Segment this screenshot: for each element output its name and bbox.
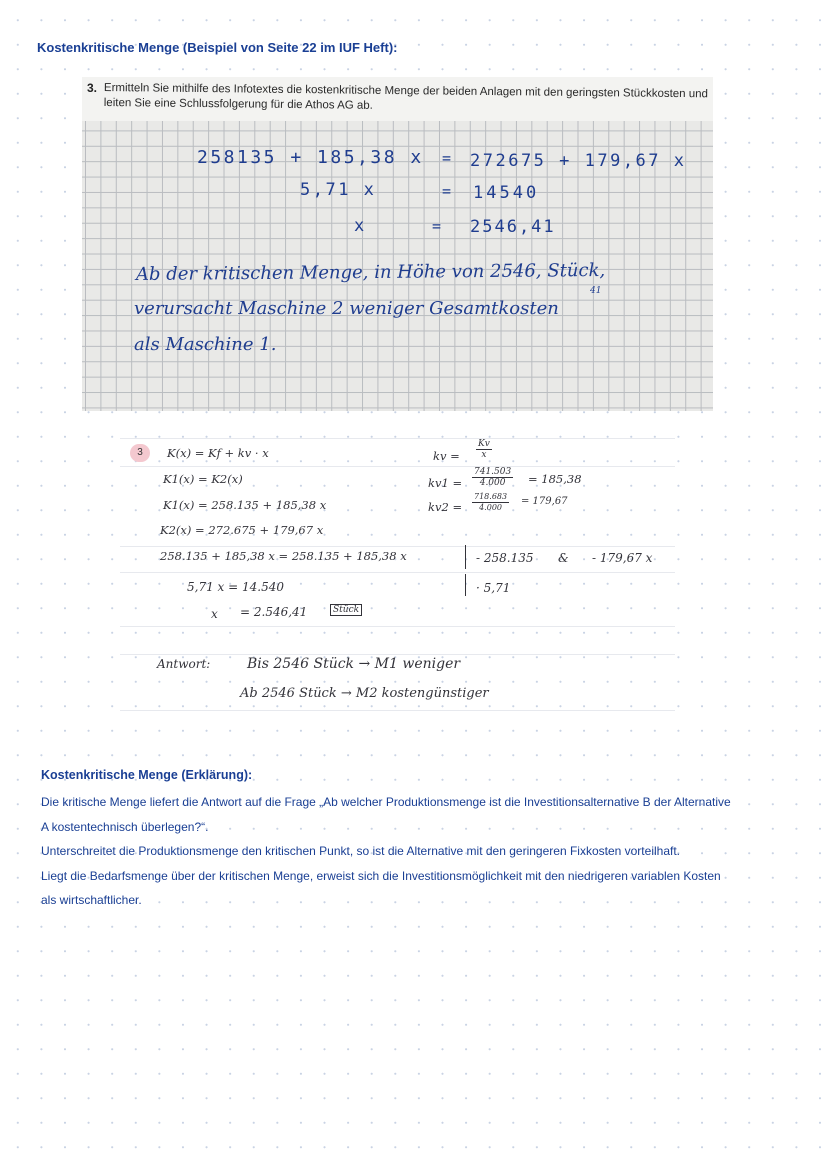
kv2-result: = 179,67 bbox=[521, 496, 568, 507]
eq-row-3-left: x bbox=[354, 216, 365, 236]
kv-fraction bbox=[476, 439, 492, 460]
eq-row-1-right: 272675 + 179,67 x bbox=[470, 151, 687, 171]
step-3-value: = 2.546,41 bbox=[240, 605, 308, 619]
cost-function-1: K1(x) = 258.135 + 185,38 x bbox=[163, 498, 327, 512]
notes-rule bbox=[120, 466, 675, 467]
kv-denominator: x bbox=[481, 450, 487, 460]
kv1-result: = 185,38 bbox=[528, 472, 582, 486]
explanation-paragraph-1a: Die kritische Menge liefert die Antwort auf die Frage „Ab welcher Produktionsmenge ist die Investitionsalternative B der Alternative bbox=[41, 795, 731, 809]
answer-line-1: Bis 2546 Stück → M1 weniger bbox=[247, 656, 461, 672]
explanation-paragraph-3a: Liegt die Bedarfsmenge über der kritischen Menge, erweist sich die Investitionsmöglichkeit mit den niedrigeren variablen Kosten bbox=[41, 868, 721, 883]
answer-label: Antwort: bbox=[157, 657, 211, 671]
kv1-numerator: 741.503 bbox=[474, 467, 512, 477]
eq-row-2-sign: = bbox=[442, 182, 452, 200]
kv2-label: kv2 = bbox=[428, 500, 463, 514]
operation-divide: · 5,71 bbox=[476, 581, 511, 595]
exercise-photo bbox=[82, 77, 713, 411]
step-3-unit: Stück bbox=[330, 604, 362, 616]
operation-subtract-fixed: - 258.135 bbox=[476, 551, 534, 565]
explanation-paragraph-1b: A kostentechnisch überlegen?“. bbox=[41, 819, 209, 834]
explanation-body bbox=[41, 790, 801, 913]
operation-bar bbox=[465, 574, 466, 596]
step-2: 5,71 x = 14.540 bbox=[187, 580, 284, 594]
explanation-paragraph-3b: als wirtschaftlicher. bbox=[41, 893, 142, 907]
kv1-fraction bbox=[472, 467, 513, 488]
step-3-x: x bbox=[211, 607, 218, 621]
conclusion-line-2: verursacht Maschine 2 weniger Gesamtkosten bbox=[134, 298, 559, 319]
kv-numerator: Kv bbox=[478, 439, 490, 449]
notes-rule bbox=[120, 710, 675, 711]
explanation-paragraph-2: Unterschreitet die Produktionsmenge den kritischen Punkt, so ist die Alternative mit den geringeren Fixkosten vorteilhaft. bbox=[41, 844, 680, 858]
task-text: Ermitteln Sie mithilfe des Infotextes die kostenkritische Menge der beiden Anlagen mit den geringsten Stückkosten und leiten Sie eine Schlussfolgerung für die Athos AG ab. bbox=[103, 81, 709, 112]
eq-row-3-right: 2546,41 bbox=[470, 217, 556, 237]
cost-equality: K1(x) = K2(x) bbox=[163, 472, 243, 486]
answer-line-2: Ab 2546 Stück → M2 kostengünstiger bbox=[240, 686, 489, 701]
notes-rule bbox=[120, 654, 675, 655]
explanation-title: Kostenkritische Menge (Erklärung): bbox=[41, 768, 253, 782]
conclusion-superscript: 41 bbox=[590, 286, 602, 296]
kv-label: kv = bbox=[433, 449, 460, 463]
operation-subtract-variable: - 179,67 x bbox=[592, 551, 653, 565]
cost-function-2: K2(x) = 272.675 + 179,67 x bbox=[160, 523, 324, 537]
eq-row-1-sign: = bbox=[442, 149, 452, 167]
task-badge: 3 bbox=[130, 444, 150, 462]
kv2-fraction bbox=[472, 492, 509, 513]
eq-row-3-sign: = bbox=[432, 217, 442, 235]
task-number: 3. bbox=[87, 81, 98, 95]
notes-top-rule bbox=[120, 438, 675, 439]
conclusion-line-1: Ab der kritischen Menge, in Höhe von 2546, Stück, bbox=[135, 259, 606, 286]
cost-function: K(x) = Kf + kv · x bbox=[167, 446, 269, 460]
notes-rule bbox=[120, 546, 675, 547]
kv2-numerator: 718.683 bbox=[474, 492, 508, 501]
notes-rule bbox=[120, 626, 675, 627]
kv1-label: kv1 = bbox=[428, 476, 463, 490]
photo-header bbox=[82, 77, 713, 121]
eq-row-1-left: 258135 + 185,38 x bbox=[197, 147, 424, 168]
notes-rule bbox=[120, 572, 675, 573]
main-equation: 258.135 + 185,38 x = 258.135 + 185,38 x bbox=[160, 549, 407, 563]
eq-row-2-left: 5,71 x bbox=[300, 180, 377, 200]
kv2-denominator: 4.000 bbox=[479, 503, 502, 512]
kv1-denominator: 4.000 bbox=[479, 478, 506, 488]
page-heading: Kostenkritische Menge (Beispiel von Seite 22 im IUF Heft): bbox=[37, 40, 398, 55]
eq-row-2-right: 14540 bbox=[473, 183, 540, 203]
operation-and: & bbox=[558, 551, 569, 565]
operation-bar bbox=[465, 545, 466, 569]
conclusion-line-3: als Maschine 1. bbox=[134, 334, 277, 355]
